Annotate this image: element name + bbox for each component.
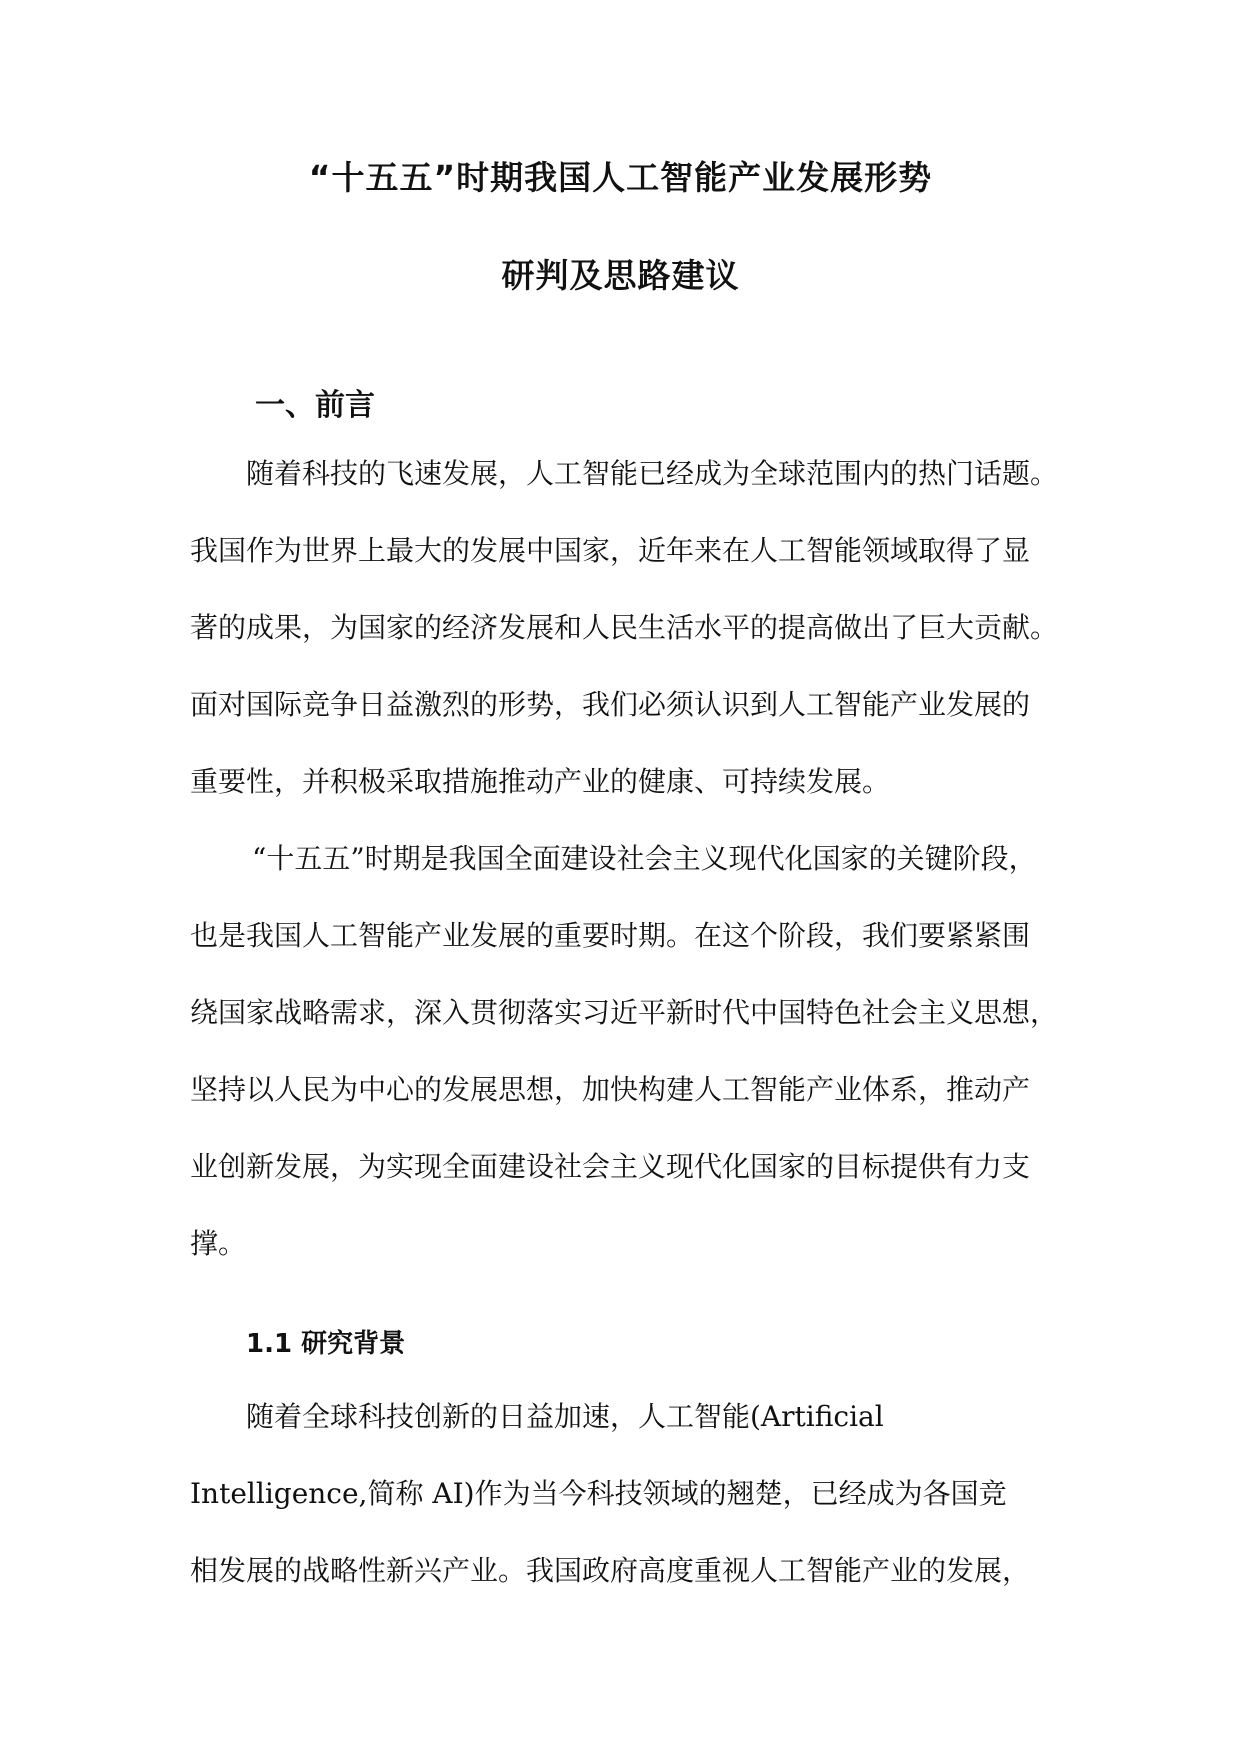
paragraph-line: Intelligence,简称 AI)作为当今科技领域的翘楚，已经成为各国竞	[190, 1477, 1007, 1510]
paragraph-line: 我国作为世界上最大的发展中国家，近年来在人工智能领域取得了显	[190, 534, 1031, 567]
paragraph-line: 撑。	[190, 1227, 247, 1260]
paragraph-line: 随着全球科技创新的日益加速，人工智能(Artificial	[246, 1400, 884, 1433]
paragraph-line: 也是我国人工智能产业发展的重要时期。在这个阶段，我们要紧紧围	[190, 919, 1031, 952]
paragraph-line: 重要性，并积极采取措施推动产业的健康、可持续发展。	[190, 765, 891, 798]
paragraph-line: 坚持以人民为中心的发展思想，加快构建人工智能产业体系，推动产	[190, 1073, 1031, 1106]
paragraph-line: 随着科技的飞速发展，人工智能已经成为全球范围内的热门话题。	[246, 457, 1059, 490]
document-title-line-1: “十五五”时期我国人工智能产业发展形势	[308, 158, 933, 197]
paragraph-line: 绕国家战略需求，深入贯彻落实习近平新时代中国特色社会主义思想，	[190, 996, 1059, 1029]
paragraph-line: 面对国际竞争日益激烈的形势，我们必须认识到人工智能产业发展的	[190, 688, 1031, 721]
document-title-line-2: 研判及思路建议	[501, 256, 740, 295]
paragraph-line: 业创新发展，为实现全面建设社会主义现代化国家的目标提供有力支	[190, 1150, 1031, 1183]
paragraph-line: 著的成果，为国家的经济发展和人民生活水平的提高做出了巨大贡献。	[190, 611, 1059, 644]
subsection-heading-research-background: 1.1 研究背景	[246, 1329, 406, 1359]
paragraph-line: 相发展的战略性新兴产业。我国政府高度重视人工智能产业的发展，	[190, 1554, 1031, 1587]
paragraph-line: “十五五”时期是我国全面建设社会主义现代化国家的关键阶段，	[252, 842, 1037, 875]
section-heading-introduction: 一、前言	[255, 388, 375, 423]
